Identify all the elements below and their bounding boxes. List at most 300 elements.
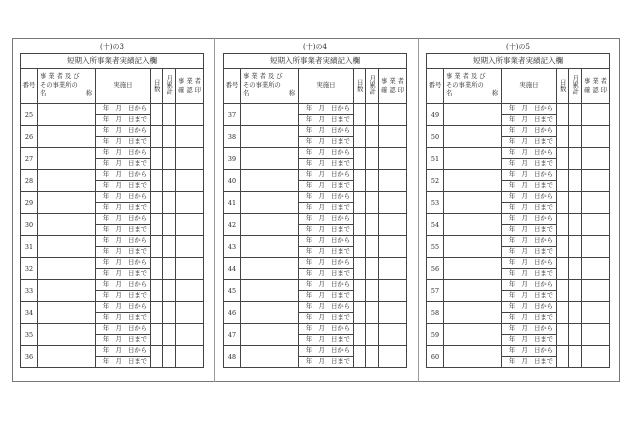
seal-cell[interactable] [379,104,407,126]
date-to-cell[interactable]: 年 月 日まで [299,225,354,236]
date-to-cell[interactable]: 年 月 日まで [96,181,151,192]
provider-name-cell[interactable] [38,324,96,346]
row-number: 57 [427,280,444,302]
row-number: 42 [224,214,241,236]
date-from-cell[interactable]: 年 月 日から [502,302,557,313]
record-form [426,53,610,368]
monthly-total-cell[interactable] [569,324,582,346]
days-cell[interactable] [151,324,163,346]
days-cell[interactable] [354,346,366,368]
date-to-cell[interactable]: 年 月 日まで [502,291,557,302]
monthly-total-cell[interactable] [366,258,379,280]
days-cell[interactable] [151,302,163,324]
seal-cell[interactable] [176,214,204,236]
header-number: 番号 [224,69,241,104]
date-to-cell[interactable]: 年 月 日まで [96,159,151,170]
record-form [223,53,407,368]
monthly-total-cell[interactable] [163,170,176,192]
row-number: 54 [427,214,444,236]
table-row [427,258,610,269]
date-from-cell[interactable]: 年 月 日から [299,126,354,137]
table-row [427,236,610,247]
row-number: 32 [21,258,38,280]
days-cell[interactable] [557,346,569,368]
monthly-total-cell[interactable] [163,104,176,126]
form-panel [223,42,407,368]
monthly-total-cell[interactable] [163,236,176,258]
row-number: 38 [224,126,241,148]
date-from-cell[interactable]: 年 月 日から [299,324,354,335]
provider-name-cell[interactable] [38,192,96,214]
date-to-cell[interactable]: 年 月 日まで [502,335,557,346]
date-to-cell[interactable]: 年 月 日まで [299,313,354,324]
monthly-total-cell[interactable] [569,104,582,126]
date-from-cell[interactable]: 年 月 日から [299,170,354,181]
date-from-cell[interactable]: 年 月 日から [299,148,354,159]
table-row [427,280,610,291]
provider-name-cell[interactable] [241,302,299,324]
date-from-cell[interactable]: 年 月 日から [299,214,354,225]
seal-cell[interactable] [176,236,204,258]
row-number: 46 [224,302,241,324]
panel-divider [214,38,215,382]
header-row [427,69,610,104]
header-period: 実施日 [299,69,354,104]
date-to-cell[interactable]: 年 月 日まで [96,137,151,148]
record-table [426,68,610,368]
row-number: 29 [21,192,38,214]
table-row [427,346,610,357]
days-cell[interactable] [557,214,569,236]
panel-title: (十)の4 [303,43,327,51]
date-from-cell[interactable]: 年 月 日から [96,324,151,335]
table-row [224,170,407,181]
date-from-cell[interactable]: 年 月 日から [299,258,354,269]
monthly-total-cell[interactable] [569,170,582,192]
monthly-total-cell[interactable] [163,126,176,148]
days-cell[interactable] [557,302,569,324]
date-from-cell[interactable]: 年 月 日から [502,258,557,269]
monthly-total-cell[interactable] [163,258,176,280]
provider-name-cell[interactable] [241,324,299,346]
row-number: 39 [224,148,241,170]
row-number: 60 [427,346,444,368]
date-to-cell[interactable]: 年 月 日まで [96,269,151,280]
days-cell[interactable] [354,192,366,214]
date-to-cell[interactable]: 年 月 日まで [502,115,557,126]
seal-cell[interactable] [582,280,610,302]
date-from-cell[interactable]: 年 月 日から [96,302,151,313]
date-to-cell[interactable]: 年 月 日まで [96,115,151,126]
provider-name-cell[interactable] [444,302,502,324]
header-provider-seal: 事 業 者 確 認 印 [582,69,610,104]
table-row [224,148,407,159]
seal-cell[interactable] [582,258,610,280]
provider-name-cell[interactable] [38,258,96,280]
header-days: 日数 [557,69,569,104]
days-cell[interactable] [151,236,163,258]
seal-cell[interactable] [379,192,407,214]
date-to-cell[interactable]: 年 月 日まで [299,247,354,258]
row-number: 45 [224,280,241,302]
monthly-total-cell[interactable] [569,192,582,214]
date-to-cell[interactable]: 年 月 日まで [502,357,557,368]
days-cell[interactable] [151,170,163,192]
provider-name-cell[interactable] [444,324,502,346]
monthly-total-cell[interactable] [569,236,582,258]
monthly-total-cell[interactable] [366,346,379,368]
seal-cell[interactable] [379,126,407,148]
table-row [427,302,610,313]
provider-name-cell[interactable] [38,148,96,170]
date-to-cell[interactable]: 年 月 日まで [299,159,354,170]
header-number: 番号 [21,69,38,104]
monthly-total-cell[interactable] [163,214,176,236]
provider-name-cell[interactable] [241,280,299,302]
row-number: 37 [224,104,241,126]
monthly-total-cell[interactable] [569,280,582,302]
date-from-cell[interactable]: 年 月 日から [502,236,557,247]
date-to-cell[interactable]: 年 月 日まで [299,357,354,368]
seal-cell[interactable] [582,324,610,346]
provider-name-cell[interactable] [241,104,299,126]
date-from-cell[interactable]: 年 月 日から [96,148,151,159]
days-cell[interactable] [151,126,163,148]
date-to-cell[interactable]: 年 月 日まで [502,159,557,170]
days-cell[interactable] [151,192,163,214]
date-from-cell[interactable]: 年 月 日から [299,192,354,203]
header-provider-name: 事 業 者 及 び その事業所の 名 称 [444,69,502,104]
monthly-total-cell[interactable] [569,346,582,368]
form-panel [20,42,204,368]
row-number: 34 [21,302,38,324]
provider-name-cell[interactable] [38,280,96,302]
seal-cell[interactable] [176,258,204,280]
date-from-cell[interactable]: 年 月 日から [96,126,151,137]
monthly-total-cell[interactable] [163,302,176,324]
provider-name-cell[interactable] [444,214,502,236]
seal-cell[interactable] [176,148,204,170]
days-cell[interactable] [557,104,569,126]
header-period: 実施日 [96,69,151,104]
seal-cell[interactable] [582,346,610,368]
date-to-cell[interactable]: 年 月 日まで [96,313,151,324]
date-from-cell[interactable]: 年 月 日から [299,302,354,313]
row-number: 43 [224,236,241,258]
date-from-cell[interactable]: 年 月 日から [299,104,354,115]
days-cell[interactable] [557,192,569,214]
date-to-cell[interactable]: 年 月 日まで [96,203,151,214]
days-cell[interactable] [151,346,163,368]
date-from-cell[interactable]: 年 月 日から [502,192,557,203]
table-row [224,126,407,137]
date-to-cell[interactable]: 年 月 日まで [502,313,557,324]
seal-cell[interactable] [379,148,407,170]
monthly-total-cell[interactable] [163,324,176,346]
monthly-total-cell[interactable] [569,214,582,236]
row-number: 52 [427,170,444,192]
table-row [224,302,407,313]
table-row [21,258,204,269]
date-from-cell[interactable]: 年 月 日から [96,214,151,225]
provider-name-cell[interactable] [241,214,299,236]
seal-cell[interactable] [176,192,204,214]
monthly-total-cell[interactable] [366,302,379,324]
row-number: 53 [427,192,444,214]
date-to-cell[interactable]: 年 月 日まで [299,203,354,214]
table-row [427,214,610,225]
provider-name-cell[interactable] [38,302,96,324]
date-from-cell[interactable]: 年 月 日から [96,192,151,203]
date-to-cell[interactable]: 年 月 日まで [502,247,557,258]
date-from-cell[interactable]: 年 月 日から [96,236,151,247]
date-from-cell[interactable]: 年 月 日から [502,170,557,181]
seal-cell[interactable] [379,236,407,258]
seal-cell[interactable] [582,192,610,214]
seal-cell[interactable] [582,148,610,170]
monthly-total-cell[interactable] [366,214,379,236]
date-to-cell[interactable]: 年 月 日まで [299,291,354,302]
table-row [21,236,204,247]
record-table [223,68,407,368]
provider-name-cell[interactable] [38,214,96,236]
date-to-cell[interactable]: 年 月 日まで [96,225,151,236]
monthly-total-cell[interactable] [569,148,582,170]
table-row [21,302,204,313]
seal-cell[interactable] [176,324,204,346]
date-from-cell[interactable]: 年 月 日から [96,280,151,291]
seal-cell[interactable] [582,236,610,258]
monthly-total-cell[interactable] [366,192,379,214]
monthly-total-cell[interactable] [366,236,379,258]
date-from-cell[interactable]: 年 月 日から [96,258,151,269]
seal-cell[interactable] [379,302,407,324]
table-row [21,214,204,225]
date-to-cell[interactable]: 年 月 日まで [299,181,354,192]
date-to-cell[interactable]: 年 月 日まで [96,247,151,258]
row-number: 44 [224,258,241,280]
seal-cell[interactable] [379,214,407,236]
days-cell[interactable] [151,280,163,302]
date-from-cell[interactable]: 年 月 日から [502,324,557,335]
provider-name-cell[interactable] [241,148,299,170]
provider-name-cell[interactable] [38,170,96,192]
table-row [224,236,407,247]
date-to-cell[interactable]: 年 月 日まで [96,335,151,346]
provider-name-cell[interactable] [241,126,299,148]
table-row [427,170,610,181]
date-to-cell[interactable]: 年 月 日まで [96,291,151,302]
days-cell[interactable] [151,258,163,280]
provider-name-cell[interactable] [444,126,502,148]
days-cell[interactable] [354,126,366,148]
provider-name-cell[interactable] [241,346,299,368]
days-cell[interactable] [557,258,569,280]
seal-cell[interactable] [176,280,204,302]
provider-name-cell[interactable] [38,346,96,368]
provider-name-cell[interactable] [241,236,299,258]
row-number: 41 [224,192,241,214]
row-number: 27 [21,148,38,170]
monthly-total-cell[interactable] [569,258,582,280]
days-cell[interactable] [354,214,366,236]
seal-cell[interactable] [176,126,204,148]
monthly-total-cell[interactable] [163,280,176,302]
table-row [224,214,407,225]
record-form [20,53,204,368]
days-cell[interactable] [557,126,569,148]
header-row [224,69,407,104]
date-from-cell[interactable]: 年 月 日から [502,214,557,225]
date-to-cell[interactable]: 年 月 日まで [502,269,557,280]
days-cell[interactable] [557,324,569,346]
seal-cell[interactable] [582,302,610,324]
header-days: 日数 [354,69,366,104]
table-row [427,148,610,159]
days-cell[interactable] [151,104,163,126]
date-from-cell[interactable]: 年 月 日から [96,104,151,115]
monthly-total-cell[interactable] [366,104,379,126]
days-cell[interactable] [354,258,366,280]
date-from-cell[interactable]: 年 月 日から [299,346,354,357]
date-to-cell[interactable]: 年 月 日まで [502,137,557,148]
row-number: 59 [427,324,444,346]
days-cell[interactable] [354,324,366,346]
seal-cell[interactable] [582,126,610,148]
header-number: 番号 [427,69,444,104]
seal-cell[interactable] [582,214,610,236]
date-from-cell[interactable]: 年 月 日から [502,148,557,159]
provider-name-cell[interactable] [38,236,96,258]
monthly-total-cell[interactable] [366,324,379,346]
date-to-cell[interactable]: 年 月 日まで [502,225,557,236]
seal-cell[interactable] [379,280,407,302]
row-number: 48 [224,346,241,368]
monthly-total-cell[interactable] [569,302,582,324]
provider-name-cell[interactable] [38,126,96,148]
row-number: 56 [427,258,444,280]
date-to-cell[interactable]: 年 月 日まで [502,203,557,214]
row-number: 58 [427,302,444,324]
provider-name-cell[interactable] [444,148,502,170]
table-row [21,192,204,203]
days-cell[interactable] [354,280,366,302]
seal-cell[interactable] [176,104,204,126]
date-from-cell[interactable]: 年 月 日から [502,126,557,137]
header-period: 実施日 [502,69,557,104]
provider-name-cell[interactable] [444,346,502,368]
date-from-cell[interactable]: 年 月 日から [299,280,354,291]
date-from-cell[interactable]: 年 月 日から [96,170,151,181]
days-cell[interactable] [557,280,569,302]
date-from-cell[interactable]: 年 月 日から [299,236,354,247]
seal-cell[interactable] [582,104,610,126]
provider-name-cell[interactable] [444,104,502,126]
form-title: 短期入所事業者実績記入欄 [21,54,203,69]
table-row [224,104,407,115]
row-number: 30 [21,214,38,236]
form-title: 短期入所事業者実績記入欄 [224,54,406,69]
seal-cell[interactable] [176,346,204,368]
seal-cell[interactable] [582,170,610,192]
monthly-total-cell[interactable] [163,192,176,214]
seal-cell[interactable] [379,346,407,368]
panel-divider [418,38,419,382]
header-provider-seal: 事 業 者 確 認 印 [379,69,407,104]
days-cell[interactable] [354,302,366,324]
monthly-total-cell[interactable] [366,126,379,148]
provider-name-cell[interactable] [241,258,299,280]
monthly-total-cell[interactable] [569,126,582,148]
seal-cell[interactable] [176,302,204,324]
provider-name-cell[interactable] [241,170,299,192]
date-to-cell[interactable]: 年 月 日まで [299,335,354,346]
seal-cell[interactable] [379,258,407,280]
date-to-cell[interactable]: 年 月 日まで [299,115,354,126]
days-cell[interactable] [354,104,366,126]
provider-name-cell[interactable] [444,280,502,302]
provider-name-cell[interactable] [444,258,502,280]
table-row [427,126,610,137]
row-number: 51 [427,148,444,170]
days-cell[interactable] [151,148,163,170]
row-number: 55 [427,236,444,258]
monthly-total-cell[interactable] [163,346,176,368]
days-cell[interactable] [557,170,569,192]
date-to-cell[interactable]: 年 月 日まで [299,137,354,148]
days-cell[interactable] [557,236,569,258]
seal-cell[interactable] [176,170,204,192]
table-row [427,192,610,203]
days-cell[interactable] [354,148,366,170]
monthly-total-cell[interactable] [366,280,379,302]
days-cell[interactable] [354,170,366,192]
date-to-cell[interactable]: 年 月 日まで [299,269,354,280]
provider-name-cell[interactable] [444,170,502,192]
panel-title: (十)の3 [100,43,124,51]
row-number: 31 [21,236,38,258]
date-from-cell[interactable]: 年 月 日から [502,346,557,357]
monthly-total-cell[interactable] [366,170,379,192]
header-provider-seal: 事 業 者 確 認 印 [176,69,204,104]
date-from-cell[interactable]: 年 月 日から [96,346,151,357]
date-to-cell[interactable]: 年 月 日まで [96,357,151,368]
row-number: 28 [21,170,38,192]
record-table [20,68,204,368]
table-row [21,280,204,291]
seal-cell[interactable] [379,170,407,192]
days-cell[interactable] [151,214,163,236]
provider-name-cell[interactable] [38,104,96,126]
date-from-cell[interactable]: 年 月 日から [502,280,557,291]
row-number: 26 [21,126,38,148]
days-cell[interactable] [354,236,366,258]
header-provider-name: 事 業 者 及 び その事業所の 名 称 [38,69,96,104]
seal-cell[interactable] [379,324,407,346]
monthly-total-cell[interactable] [366,148,379,170]
provider-name-cell[interactable] [444,236,502,258]
monthly-total-cell[interactable] [163,148,176,170]
table-row [21,170,204,181]
date-to-cell[interactable]: 年 月 日まで [502,181,557,192]
days-cell[interactable] [557,148,569,170]
provider-name-cell[interactable] [444,192,502,214]
date-from-cell[interactable]: 年 月 日から [502,104,557,115]
provider-name-cell[interactable] [241,192,299,214]
table-row [21,324,204,335]
table-row [21,346,204,357]
table-row [21,148,204,159]
